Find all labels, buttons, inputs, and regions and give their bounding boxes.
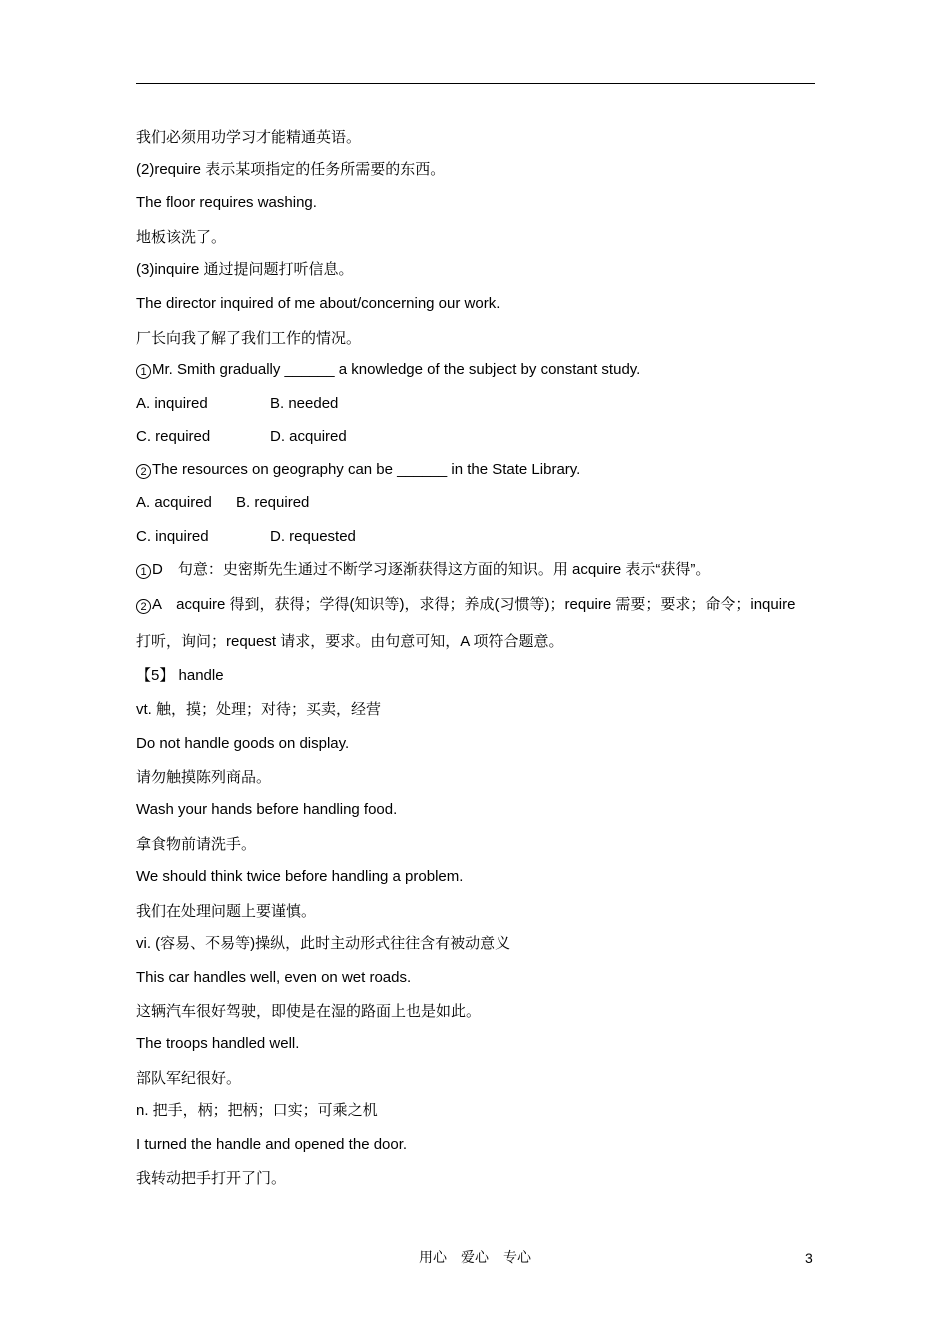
circled-number: 1 bbox=[136, 564, 151, 579]
circled-number: 2 bbox=[136, 464, 151, 479]
translation-line: 这辆汽车很好驾驶，即使是在湿的路面上也是如此。 bbox=[136, 1002, 482, 1020]
example-sentence: The director inquired of me about/concerning our work. bbox=[136, 295, 501, 312]
example-sentence: This car handles well, even on wet roads. bbox=[136, 969, 412, 986]
circled-number: 1 bbox=[136, 364, 151, 379]
option-b: B. needed bbox=[270, 395, 339, 412]
answer-text: D 句意：史密斯先生通过不断学习逐渐获得这方面的知识。用 acquire 表示“获得”。 bbox=[152, 561, 711, 578]
answer-2-continued: 打听，询问；request 请求，要求。由句意可知，A 项符合题意。 bbox=[136, 633, 564, 650]
translation-line: 我转动把手打开了门。 bbox=[136, 1169, 287, 1187]
footer-text: 用心 爱心 专心 bbox=[419, 1250, 531, 1266]
page-number: 3 bbox=[805, 1250, 813, 1266]
example-sentence: The troops handled well. bbox=[136, 1035, 300, 1052]
translation-line: 我们在处理问题上要谨慎。 bbox=[136, 902, 317, 920]
circled-number: 2 bbox=[136, 599, 151, 614]
definition-line: n. 把手，柄；把柄；口实；可乘之机 bbox=[136, 1102, 378, 1119]
question-text: The resources on geography can be ______ in the State Library. bbox=[152, 461, 581, 478]
text-line: 我们必须用功学习才能精通英语。 bbox=[136, 128, 362, 146]
translation-line: 厂长向我了解了我们工作的情况。 bbox=[136, 329, 362, 347]
example-sentence: Wash your hands before handling food. bbox=[136, 801, 398, 818]
translation-line: 地板该洗了。 bbox=[136, 228, 227, 246]
option-d: D. requested bbox=[270, 528, 356, 545]
answer-2 bbox=[136, 595, 795, 615]
option-b: B. required bbox=[236, 494, 310, 511]
option-a: A. inquired bbox=[136, 395, 208, 412]
question-1 bbox=[136, 360, 640, 380]
answer-text: A acquire 得到，获得；学得(知识等)，求得；养成(习惯等)；require 需要；要求；命令；inquire bbox=[152, 596, 796, 613]
definition-line: vt. 触，摸；处理；对待；买卖，经营 bbox=[136, 701, 382, 718]
example-sentence: The floor requires washing. bbox=[136, 194, 317, 211]
text-line: (3)inquire 通过提问题打听信息。 bbox=[136, 261, 354, 278]
definition-line: vi. (容易、不易等)操纵，此时主动形式往往含有被动意义 bbox=[136, 935, 511, 952]
translation-line: 拿食物前请洗手。 bbox=[136, 835, 257, 853]
header-rule bbox=[136, 83, 815, 84]
option-c: C. required bbox=[136, 428, 211, 445]
translation-line: 部队军纪很好。 bbox=[136, 1069, 242, 1087]
option-a: A. acquired bbox=[136, 494, 212, 511]
question-2 bbox=[136, 460, 580, 480]
example-sentence: Do not handle goods on display. bbox=[136, 735, 350, 752]
text-line: (2)require 表示某项指定的任务所需要的东西。 bbox=[136, 161, 446, 178]
answer-1 bbox=[136, 560, 710, 580]
translation-line: 请勿触摸陈列商品。 bbox=[136, 768, 272, 786]
example-sentence: I turned the handle and opened the door. bbox=[136, 1136, 408, 1153]
question-text: Mr. Smith gradually ______ a knowledge of the subject by constant study. bbox=[152, 361, 641, 378]
option-d: D. acquired bbox=[270, 428, 347, 445]
example-sentence: We should think twice before handling a problem. bbox=[136, 868, 464, 885]
section-heading: 【5】 handle bbox=[136, 667, 224, 684]
option-c: C. inquired bbox=[136, 528, 209, 545]
